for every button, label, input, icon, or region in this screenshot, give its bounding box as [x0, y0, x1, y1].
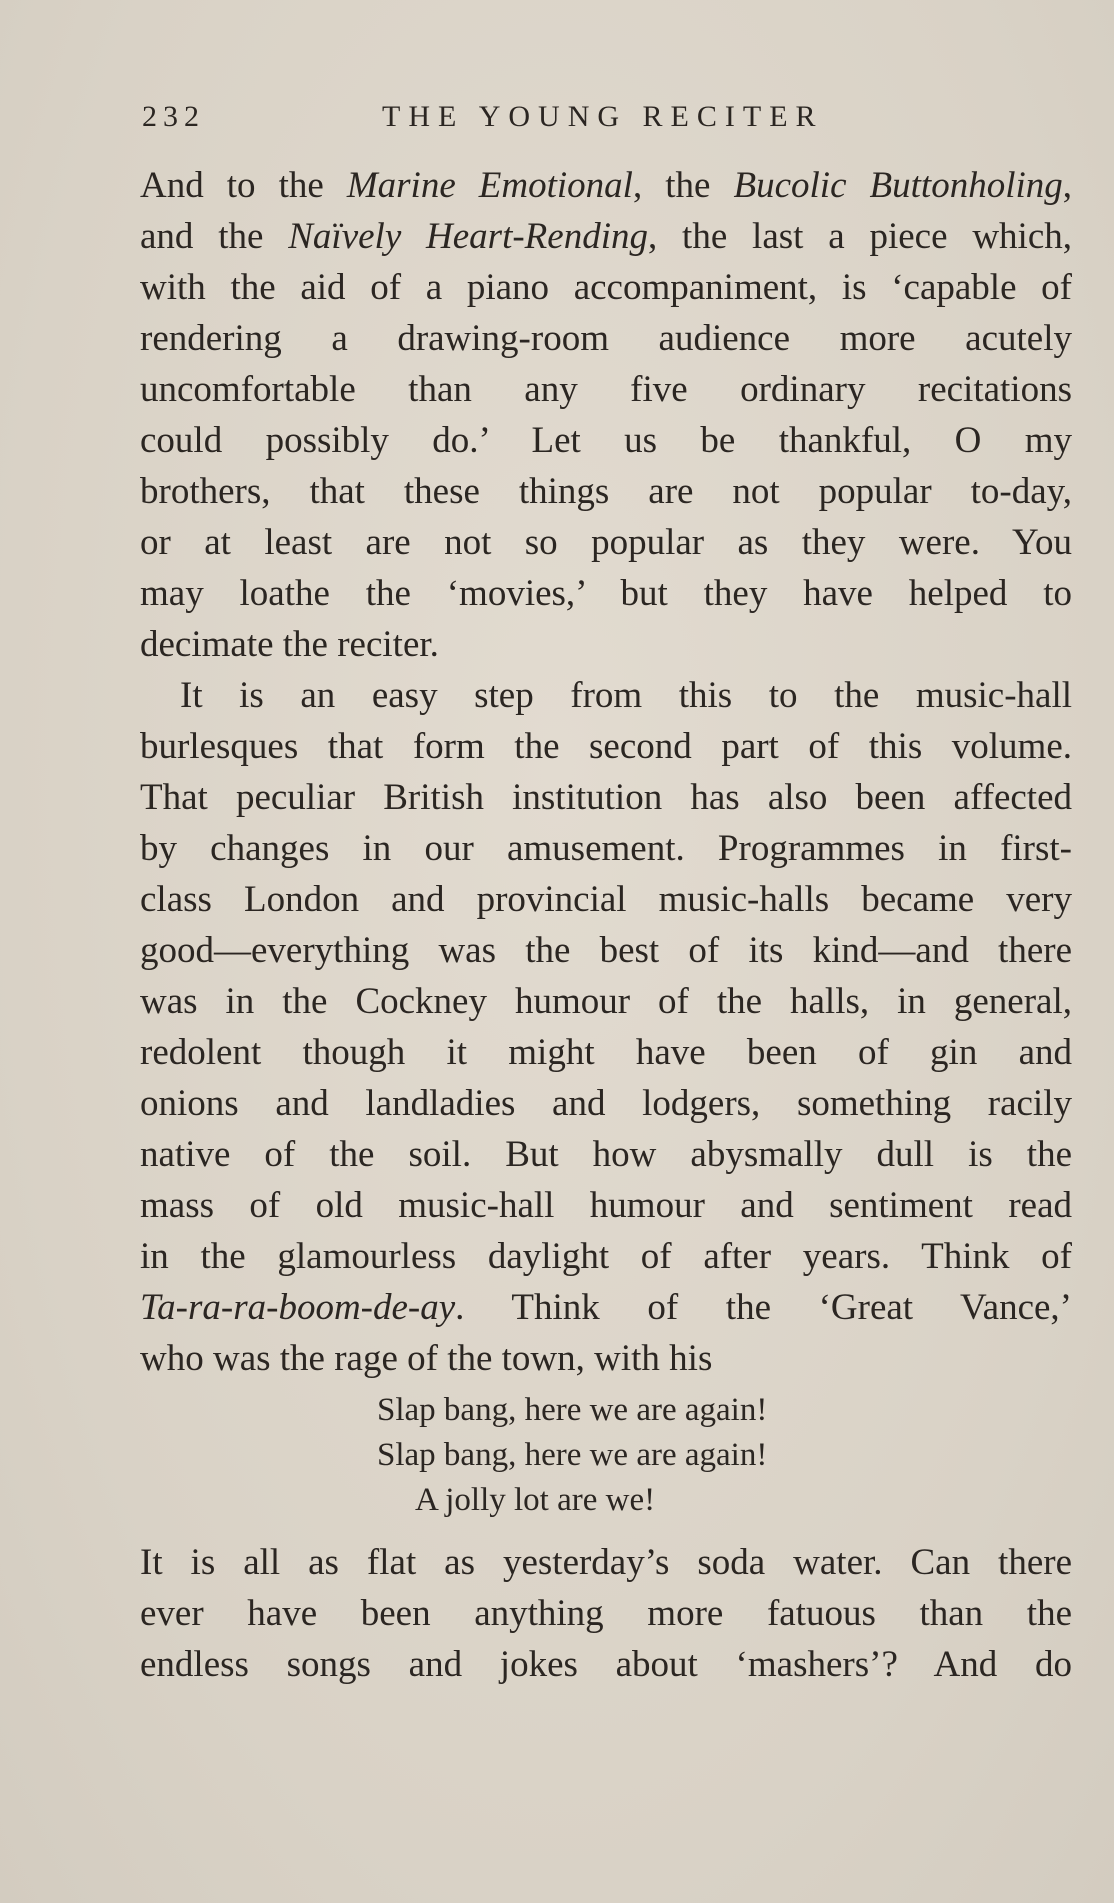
text-run: onions and landladies and lodgers, something racily — [140, 1083, 1072, 1124]
text-run: , the last a piece which, — [648, 216, 1072, 257]
body-text — [140, 160, 1072, 1690]
text-line — [140, 262, 1072, 313]
verse-quotation — [140, 1388, 1072, 1523]
running-title: THE YOUNG RECITER — [382, 100, 824, 133]
text-run: uncomfortable than any five ordinary recitations — [140, 369, 1072, 410]
text-run: native of the soil. But how abysmally dull is the — [140, 1134, 1072, 1175]
text-run: It is all as flat as yesterday’s soda water. Can there — [140, 1542, 1072, 1583]
text-line — [140, 1282, 1072, 1333]
text-line — [140, 925, 1072, 976]
verse-line: Slap bang, here we are again! — [377, 1437, 768, 1473]
text-line — [140, 1129, 1072, 1180]
italic-title: Ta-ra-ra-boom-de-ay — [140, 1287, 456, 1328]
text-run: mass of old music-hall humour and sentiment read — [140, 1185, 1072, 1226]
text-run: good—everything was the best of its kind—and there — [140, 930, 1072, 971]
paragraph-2 — [140, 670, 1072, 1384]
text-run: and the — [140, 216, 289, 257]
text-run: And to the — [140, 165, 347, 206]
text-line — [140, 1639, 1072, 1690]
text-run: endless songs and jokes about ‘mashers’? And do — [140, 1644, 1072, 1685]
text-run: rendering a drawing-room audience more acutely — [140, 318, 1072, 359]
text-line — [140, 517, 1072, 568]
verse-line: A jolly lot are we! — [415, 1482, 656, 1518]
text-run: brothers, that these things are not popular to-day, — [140, 471, 1072, 512]
paragraph-3 — [140, 1537, 1072, 1690]
text-run: could possibly do.’ Let us be thankful, O my — [140, 420, 1072, 461]
text-run: was in the Cockney humour of the halls, in general, — [140, 981, 1072, 1022]
verse-line: Slap bang, here we are again! — [377, 1392, 768, 1428]
paragraph-1 — [140, 160, 1072, 670]
text-run: class London and provincial music-halls became very — [140, 879, 1072, 920]
text-line — [140, 313, 1072, 364]
text-line — [140, 211, 1072, 262]
text-line — [140, 568, 1072, 619]
text-line — [140, 670, 1072, 721]
text-line — [140, 772, 1072, 823]
text-line — [140, 721, 1072, 772]
text-run: or at least are not so popular as they were. You — [140, 522, 1072, 563]
text-run: , the — [632, 165, 734, 206]
text-line — [140, 466, 1072, 517]
text-run: ever have been anything more fatuous than the — [140, 1593, 1072, 1634]
text-line — [140, 1537, 1072, 1588]
italic-title: Naïvely Heart-Rending — [288, 216, 648, 257]
text-line — [140, 976, 1072, 1027]
text-line — [140, 1333, 1072, 1384]
text-run: . Think of the ‘Great Vance,’ — [455, 1287, 1072, 1328]
text-run: who was the rage of the town, with his — [140, 1338, 713, 1379]
text-run: It is an easy step from this to the music-hall — [180, 675, 1072, 716]
text-line — [140, 1180, 1072, 1231]
text-run: with the aid of a piano accompaniment, is ‘capable of — [140, 267, 1072, 308]
text-line — [140, 1231, 1072, 1282]
running-head — [142, 100, 1072, 140]
text-line — [140, 160, 1072, 211]
text-line — [140, 364, 1072, 415]
text-line — [140, 415, 1072, 466]
text-run: decimate the reciter. — [140, 624, 439, 665]
text-run: in the glamourless daylight of after years. Think of — [140, 1236, 1072, 1277]
text-line — [140, 874, 1072, 925]
text-run: , — [1062, 165, 1072, 206]
text-run: may loathe the ‘movies,’ but they have helped to — [140, 573, 1072, 614]
text-line — [140, 823, 1072, 874]
text-line — [140, 619, 1072, 670]
text-run: by changes in our amusement. Programmes in first- — [140, 828, 1072, 869]
text-line — [140, 1078, 1072, 1129]
italic-title: Bucolic Buttonholing — [733, 165, 1063, 206]
text-line — [140, 1588, 1072, 1639]
text-run: burlesques that form the second part of this volume. — [140, 726, 1072, 767]
page-number: 232 — [142, 100, 205, 133]
text-run: That peculiar British institution has also been affected — [140, 777, 1072, 818]
text-run: redolent though it might have been of gin and — [140, 1032, 1072, 1073]
text-line — [140, 1027, 1072, 1078]
italic-title: Marine Emotional — [346, 165, 633, 206]
